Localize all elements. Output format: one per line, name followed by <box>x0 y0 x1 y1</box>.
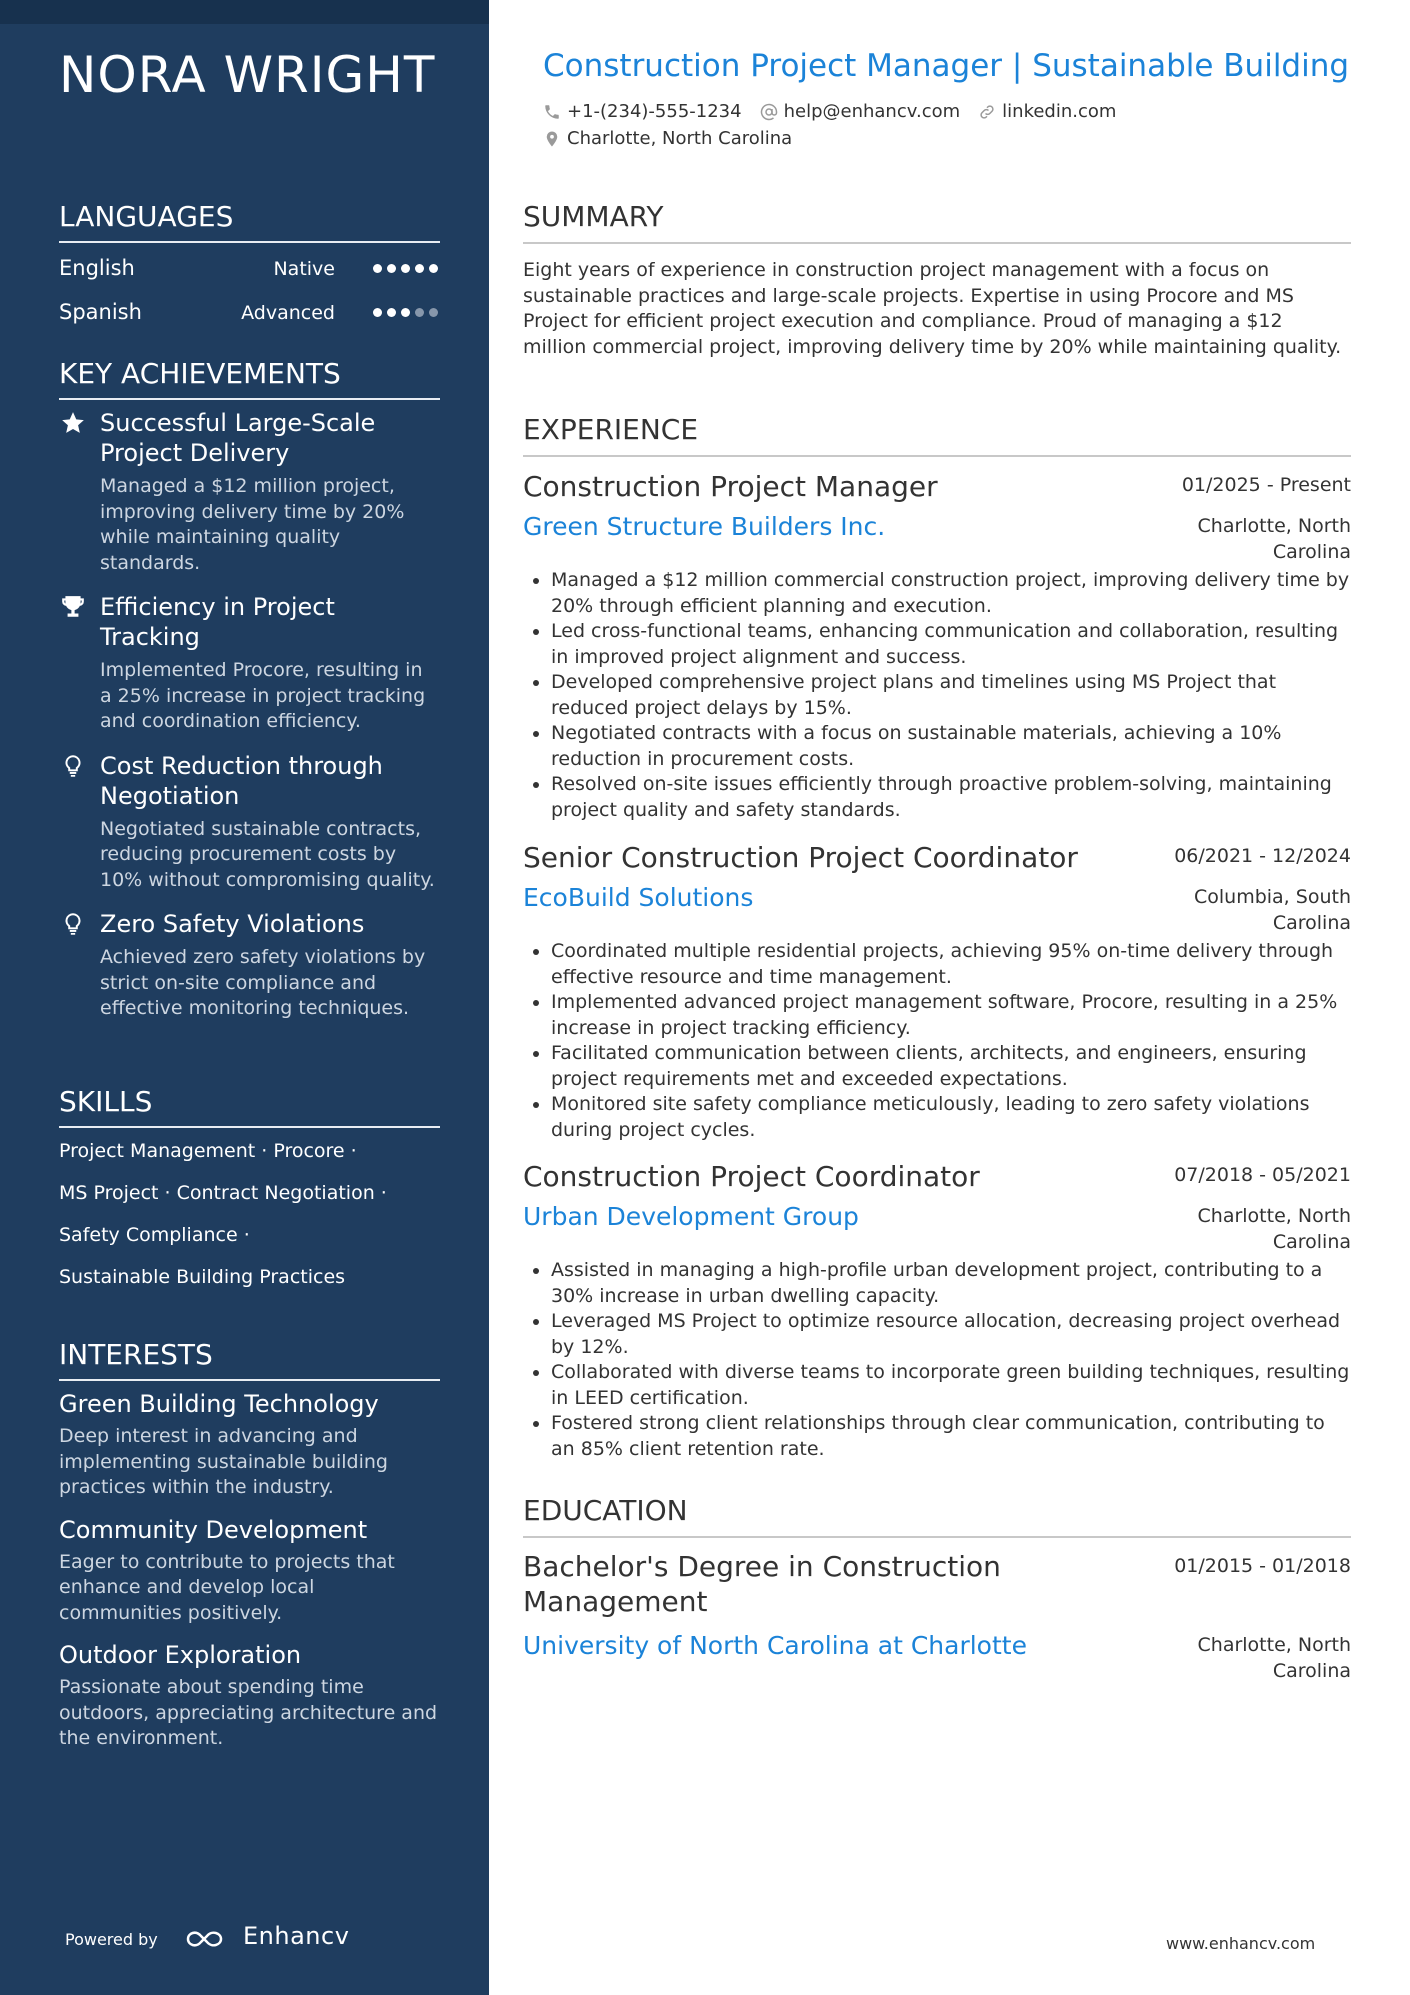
bullet-item: • Coordinated multiple residential projects, achieving 95% on-time delivery through effective resource and time management. <box>551 939 1351 990</box>
skills-line: Safety Compliance · <box>59 1224 250 1246</box>
linkedin-item[interactable] <box>978 101 1116 122</box>
interests-section <box>59 1338 440 1752</box>
job-bullets <box>523 939 1351 1143</box>
bullet-item: • Facilitated communication between clients, architects, and engineers, ensuring project requirements met and exceeded expectations. <box>551 1041 1351 1092</box>
rating-dot <box>401 308 410 317</box>
degree-title: Bachelor's Degree in Construction Management <box>523 1550 1001 1618</box>
bullet-item: • Managed a $12 million commercial construction project, improving delivery time by 20% through efficient planning and execution. <box>551 568 1351 619</box>
summary-text: Eight years of experience in construction project management with a focus on sustainable practices and large-scale projects. Expertise in using Procore and MS Project for efficient project execution and compliance. Proud of managing a $12 million commercial project, improving delivery time by 20% while maintaining quality. <box>523 259 1342 358</box>
phone-icon <box>543 103 561 121</box>
job-dates: 01/2025 - Present <box>1181 474 1351 496</box>
rating-dot <box>415 308 424 317</box>
job-location: Columbia, South Carolina <box>1193 886 1351 934</box>
company-name: Urban Development Group <box>523 1202 859 1231</box>
job-entry <box>523 1160 1351 1462</box>
job-title: Construction Project Manager <box>523 470 938 503</box>
bullet-item: • Negotiated contracts with a focus on sustainable materials, achieving a 10% reduction in procurement costs. <box>551 721 1351 772</box>
languages-heading: LANGUAGES <box>59 200 440 243</box>
rating-dot <box>415 264 424 273</box>
language-name: English <box>59 256 135 280</box>
bullet-item: • Collaborated with diverse teams to incorporate green building techniques, resulting in LEED certification. <box>551 1360 1351 1411</box>
candidate-name: NORA WRIGHT <box>59 46 436 104</box>
sidebar-top-bar <box>0 0 489 24</box>
lightbulb-icon <box>60 753 86 779</box>
star-icon <box>60 410 86 436</box>
achievement-title: Cost Reduction through Negotiation <box>100 751 383 810</box>
rating-dot <box>429 308 438 317</box>
bullet-item: • Leveraged MS Project to optimize resource allocation, decreasing project overhead by 12%. <box>551 1309 1351 1360</box>
rating-dot <box>401 264 410 273</box>
footer-url[interactable]: www.enhancv.com <box>1166 1934 1316 1953</box>
enhancv-brand: Enhancv <box>243 1922 350 1950</box>
job-entry <box>523 470 1351 823</box>
bullet-item: • Resolved on-site issues efficiently through proactive problem-solving, maintaining project quality and safety standards. <box>551 772 1351 823</box>
job-title: Construction Project Coordinator <box>523 1160 980 1193</box>
education-location: Charlotte, North Carolina <box>1197 1634 1351 1682</box>
bullet-item: • Led cross-functional teams, enhancing communication and collaboration, resulting in improved project alignment and success. <box>551 619 1351 670</box>
email-item[interactable] <box>760 101 961 122</box>
trophy-icon <box>60 594 86 620</box>
achievements-section <box>59 357 440 1022</box>
education-dates: 01/2015 - 01/2018 <box>1174 1555 1351 1577</box>
sidebar <box>0 0 489 1995</box>
location-text: Charlotte, North Carolina <box>567 128 793 149</box>
achievement-description: Implemented Procore, resulting in a 25% increase in project tracking and coordination efficiency. <box>100 659 426 732</box>
achievement-item <box>59 592 440 735</box>
phone-item <box>543 101 742 122</box>
bullet-item: • Fostered strong client relationships through clear communication, contributing to an 85% client retention rate. <box>551 1411 1351 1462</box>
lightbulb-icon <box>60 911 86 937</box>
skills-line: Sustainable Building Practices <box>59 1266 346 1288</box>
achievement-description: Achieved zero safety violations by strict on-site compliance and effective monitoring techniques. <box>100 946 426 1019</box>
languages-section <box>59 200 440 335</box>
location-row <box>543 128 810 149</box>
language-level: Native <box>273 258 335 280</box>
rating-dot <box>373 264 382 273</box>
job-dates: 06/2021 - 12/2024 <box>1174 845 1351 867</box>
interest-title: Outdoor Exploration <box>59 1641 302 1669</box>
bullet-item: • Monitored site safety compliance meticulously, leading to zero safety violations during project cycles. <box>551 1092 1351 1143</box>
language-rating <box>373 308 438 317</box>
education-entry <box>523 1551 1351 1687</box>
interest-description: Passionate about spending time outdoors, appreciating architecture and the environment. <box>59 1676 438 1749</box>
achievement-title: Zero Safety Violations <box>100 910 365 938</box>
skills-line: Project Management · Procore · <box>59 1140 357 1162</box>
school-name: University of North Carolina at Charlotte <box>523 1631 1027 1660</box>
headline: Construction Project Manager | Sustainable Building <box>543 48 1350 84</box>
achievement-item <box>59 909 440 1022</box>
skills-section <box>59 1085 440 1298</box>
bullet-item: • Implemented advanced project management software, Procore, resulting in a 25% increase in project tracking efficiency. <box>551 990 1351 1041</box>
language-name: Spanish <box>59 300 142 324</box>
skills-heading: SKILLS <box>59 1085 440 1128</box>
at-icon <box>760 103 778 121</box>
achievements-heading: KEY ACHIEVEMENTS <box>59 357 440 400</box>
phone-text: +1-(234)-555-1234 <box>567 101 742 122</box>
powered-by-label: Powered by <box>65 1930 158 1949</box>
link-icon <box>978 103 996 121</box>
bullet-item: • Developed comprehensive project plans and timelines using MS Project that reduced project delays by 15%. <box>551 670 1351 721</box>
rating-dot <box>429 264 438 273</box>
achievement-title: Successful Large-Scale Project Delivery <box>100 409 376 467</box>
linkedin-text: linkedin.com <box>1002 101 1117 122</box>
rating-dot <box>387 264 396 273</box>
job-location: Charlotte, North Carolina <box>1197 515 1351 563</box>
company-name: Green Structure Builders Inc. <box>523 512 886 541</box>
job-title: Senior Construction Project Coordinator <box>523 841 1078 874</box>
job-entry <box>523 841 1351 1143</box>
language-rating <box>373 264 438 273</box>
bullet-item: • Assisted in managing a high-profile urban development project, contributing to a 30% increase in urban dwelling capacity. <box>551 1258 1351 1309</box>
job-location: Charlotte, North Carolina <box>1197 1205 1351 1253</box>
interest-description: Eager to contribute to projects that enhance and develop local communities positively. <box>59 1550 395 1624</box>
achievement-title: Efficiency in Project Tracking <box>100 593 335 651</box>
achievement-description: Negotiated sustainable contracts, reducing procurement costs by 10% without compromising quality. <box>100 817 435 891</box>
email-text: help@enhancv.com <box>783 101 961 122</box>
language-level: Advanced <box>241 302 335 324</box>
job-bullets <box>523 568 1351 823</box>
job-dates: 07/2018 - 05/2021 <box>1174 1164 1351 1186</box>
achievement-item <box>59 408 440 576</box>
experience-heading: EXPERIENCE <box>523 413 1351 457</box>
achievement-description: Managed a $12 million project, improving delivery time by 20% while maintaining quality standards. <box>100 475 405 574</box>
interest-description: Deep interest in advancing and implementing sustainable building practices within the industry. <box>59 1425 388 1498</box>
location-item <box>543 128 792 149</box>
language-row <box>59 247 440 291</box>
education-heading: EDUCATION <box>523 1494 1351 1538</box>
interests-heading: INTERESTS <box>59 1338 440 1381</box>
rating-dot <box>387 308 396 317</box>
company-name: EcoBuild Solutions <box>523 883 754 912</box>
enhancv-logo-icon <box>184 1925 232 1953</box>
interest-title: Community Development <box>59 1515 368 1544</box>
language-row <box>59 291 440 335</box>
interest-title: Green Building Technology <box>59 1390 379 1418</box>
contact-row <box>543 101 1134 122</box>
summary-heading: SUMMARY <box>523 200 1351 244</box>
rating-dot <box>373 308 382 317</box>
achievement-item <box>59 751 440 894</box>
location-pin-icon <box>543 130 561 148</box>
job-bullets <box>523 1258 1351 1462</box>
skills-line: MS Project · Contract Negotiation · <box>59 1182 387 1204</box>
